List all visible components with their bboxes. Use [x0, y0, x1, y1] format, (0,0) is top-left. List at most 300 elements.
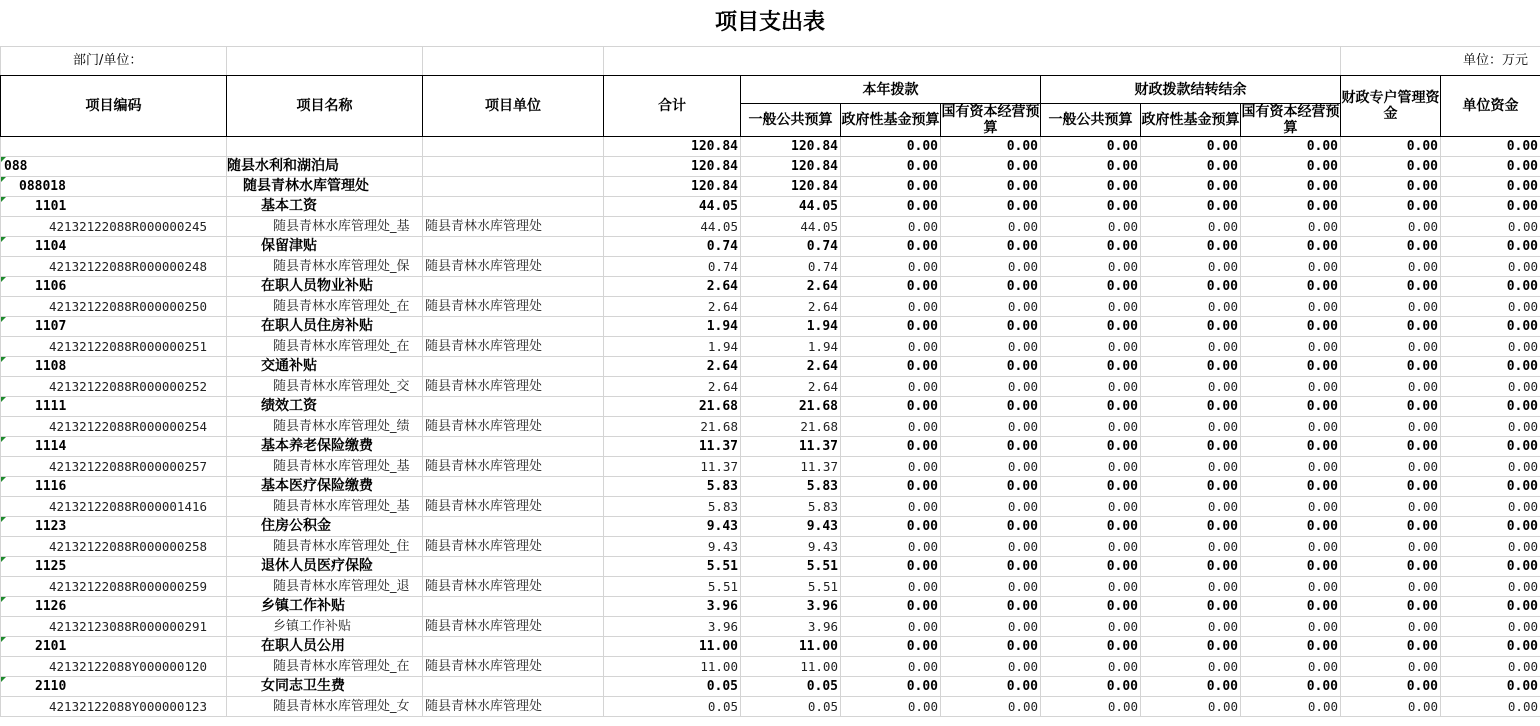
cell-value[interactable]: 0.00: [841, 357, 941, 377]
cell-value[interactable]: 0.00: [1341, 417, 1441, 437]
cell-value[interactable]: 0.00: [1441, 417, 1540, 437]
cell-value[interactable]: 0.00: [1241, 377, 1341, 397]
meta-cell[interactable]: [1241, 47, 1341, 76]
cell-value[interactable]: 0.00: [1041, 257, 1141, 277]
cell-value[interactable]: 3.96: [604, 617, 741, 637]
cell-unit[interactable]: 随县青林水库管理处: [423, 337, 604, 357]
cell-value[interactable]: 0.00: [1341, 157, 1441, 177]
cell-code[interactable]: [1, 537, 227, 557]
meta-cell[interactable]: [1041, 47, 1141, 76]
cell-value[interactable]: 120.84: [604, 157, 741, 177]
cell-value[interactable]: 0.00: [941, 637, 1041, 657]
cell-value[interactable]: 0.00: [1041, 537, 1141, 557]
cell-value[interactable]: 3.96: [741, 617, 841, 637]
cell-value[interactable]: 0.00: [941, 517, 1041, 537]
cell-value[interactable]: 0.00: [1441, 657, 1540, 677]
meta-cell[interactable]: [941, 47, 1041, 76]
cell-unit[interactable]: 随县青林水库管理处: [423, 297, 604, 317]
cell-value[interactable]: 0.00: [1341, 637, 1441, 657]
cell-unit[interactable]: 随县青林水库管理处: [423, 257, 604, 277]
cell-value[interactable]: 0.00: [1341, 297, 1441, 317]
cell-value[interactable]: 1.94: [741, 317, 841, 337]
cell-name[interactable]: 随县青林水库管理处_交: [227, 377, 423, 397]
cell-name[interactable]: 随县青林水库管理处_绩: [227, 417, 423, 437]
cell-unit[interactable]: [423, 397, 604, 417]
cell-value[interactable]: 0.00: [1341, 257, 1441, 277]
cell-value[interactable]: 0.00: [1241, 197, 1341, 217]
cell-value[interactable]: 5.51: [604, 577, 741, 597]
cell-value[interactable]: 120.84: [604, 137, 741, 157]
cell-value[interactable]: 0.00: [1041, 317, 1141, 337]
cell-value[interactable]: 0.00: [1141, 397, 1241, 417]
cell-value[interactable]: 11.37: [741, 437, 841, 457]
cell-value[interactable]: 0.00: [841, 377, 941, 397]
cell-value[interactable]: 0.00: [1041, 337, 1141, 357]
cell-name[interactable]: 随县青林水库管理处_在: [227, 337, 423, 357]
cell-value[interactable]: 0.00: [1141, 557, 1241, 577]
cell-code[interactable]: [1, 597, 227, 617]
cell-value[interactable]: 0.00: [1341, 657, 1441, 677]
cell-value[interactable]: 0.00: [941, 357, 1041, 377]
cell-value[interactable]: 11.37: [604, 437, 741, 457]
cell-name[interactable]: 在职人员物业补贴: [227, 277, 423, 297]
cell-value[interactable]: 0.00: [1241, 397, 1341, 417]
cell-code[interactable]: [1, 637, 227, 657]
cell-value[interactable]: 0.00: [1141, 677, 1241, 697]
cell-value[interactable]: 0.00: [841, 177, 941, 197]
cell-value[interactable]: 44.05: [604, 217, 741, 237]
cell-unit[interactable]: 随县青林水库管理处: [423, 577, 604, 597]
cell-value[interactable]: 0.00: [1141, 297, 1241, 317]
cell-code[interactable]: [1, 617, 227, 637]
cell-unit[interactable]: [423, 677, 604, 697]
cell-value[interactable]: 0.00: [1141, 217, 1241, 237]
cell-value[interactable]: 0.00: [1341, 177, 1441, 197]
cell-value[interactable]: 0.00: [1041, 297, 1141, 317]
cell-code[interactable]: [1, 377, 227, 397]
cell-value[interactable]: 0.00: [1141, 277, 1241, 297]
cell-unit[interactable]: 随县青林水库管理处: [423, 697, 604, 717]
cell-name[interactable]: 乡镇工作补贴: [227, 597, 423, 617]
cell-unit[interactable]: [423, 317, 604, 337]
cell-value[interactable]: 2.64: [604, 357, 741, 377]
cell-value[interactable]: 0.00: [841, 277, 941, 297]
cell-value[interactable]: 0.00: [1141, 457, 1241, 477]
cell-code[interactable]: [1, 157, 227, 177]
cell-unit[interactable]: [423, 157, 604, 177]
cell-name[interactable]: 基本医疗保险缴费: [227, 477, 423, 497]
cell-value[interactable]: 0.00: [1241, 657, 1341, 677]
cell-name[interactable]: 随县青林水库管理处_住: [227, 537, 423, 557]
cell-code[interactable]: [1, 257, 227, 277]
cell-value[interactable]: 0.00: [1341, 677, 1441, 697]
cell-value[interactable]: 0.00: [841, 317, 941, 337]
cell-value[interactable]: 11.00: [604, 637, 741, 657]
cell-code[interactable]: [1, 497, 227, 517]
cell-value[interactable]: 0.00: [1441, 317, 1540, 337]
cell-value[interactable]: 0.00: [941, 157, 1041, 177]
cell-value[interactable]: 0.00: [1341, 277, 1441, 297]
meta-cell[interactable]: [841, 47, 941, 76]
cell-value[interactable]: 0.74: [604, 237, 741, 257]
cell-value[interactable]: 0.00: [1041, 377, 1141, 397]
cell-value[interactable]: 0.00: [1041, 397, 1141, 417]
cell-value[interactable]: 0.00: [841, 477, 941, 497]
cell-value[interactable]: 0.00: [1141, 157, 1241, 177]
cell-value[interactable]: 0.00: [1341, 617, 1441, 637]
cell-value[interactable]: 0.00: [1341, 197, 1441, 217]
cell-value[interactable]: 0.00: [1441, 197, 1540, 217]
cell-value[interactable]: 0.00: [1241, 417, 1341, 437]
cell-code[interactable]: [1, 557, 227, 577]
cell-value[interactable]: 0.00: [1441, 537, 1540, 557]
cell-value[interactable]: 0.05: [741, 677, 841, 697]
cell-value[interactable]: 0.00: [1441, 377, 1540, 397]
meta-cell[interactable]: [604, 47, 741, 76]
cell-value[interactable]: 0.00: [1441, 437, 1540, 457]
cell-value[interactable]: 0.00: [841, 677, 941, 697]
cell-name[interactable]: [227, 137, 423, 157]
cell-name[interactable]: 随县青林水库管理处_退: [227, 577, 423, 597]
cell-value[interactable]: 0.00: [1141, 637, 1241, 657]
cell-value[interactable]: 0.00: [941, 197, 1041, 217]
cell-code[interactable]: [1, 397, 227, 417]
cell-value[interactable]: 3.96: [741, 597, 841, 617]
cell-code[interactable]: [1, 677, 227, 697]
cell-value[interactable]: 0.00: [1441, 697, 1540, 717]
cell-value[interactable]: 0.00: [1441, 397, 1540, 417]
cell-value[interactable]: 0.00: [1041, 477, 1141, 497]
cell-code[interactable]: [1, 457, 227, 477]
cell-value[interactable]: 0.00: [1041, 157, 1141, 177]
cell-code[interactable]: [1, 437, 227, 457]
cell-value[interactable]: 0.00: [1041, 697, 1141, 717]
cell-value[interactable]: 0.00: [1341, 577, 1441, 597]
cell-value[interactable]: 0.00: [1341, 537, 1441, 557]
cell-value[interactable]: 0.00: [1041, 557, 1141, 577]
cell-unit[interactable]: [423, 177, 604, 197]
cell-value[interactable]: 0.00: [1241, 257, 1341, 277]
cell-value[interactable]: 0.00: [841, 577, 941, 597]
cell-value[interactable]: 0.00: [1341, 517, 1441, 537]
cell-value[interactable]: 120.84: [741, 137, 841, 157]
cell-value[interactable]: 0.00: [941, 577, 1041, 597]
cell-value[interactable]: 0.00: [1041, 657, 1141, 677]
cell-value[interactable]: 5.51: [604, 557, 741, 577]
cell-value[interactable]: 0.00: [941, 597, 1041, 617]
cell-name[interactable]: 随县青林水库管理处_女: [227, 697, 423, 717]
cell-value[interactable]: 0.00: [1341, 477, 1441, 497]
cell-value[interactable]: 0.00: [1241, 177, 1341, 197]
cell-value[interactable]: 2.64: [741, 297, 841, 317]
cell-value[interactable]: 0.00: [1241, 217, 1341, 237]
cell-value[interactable]: 0.00: [1141, 337, 1241, 357]
cell-value[interactable]: 0.00: [1241, 557, 1341, 577]
cell-value[interactable]: 44.05: [741, 217, 841, 237]
cell-code[interactable]: [1, 417, 227, 437]
cell-value[interactable]: 0.00: [941, 277, 1041, 297]
cell-value[interactable]: 0.74: [741, 257, 841, 277]
cell-value[interactable]: 0.00: [1141, 497, 1241, 517]
cell-value[interactable]: 0.00: [1141, 437, 1241, 457]
cell-name[interactable]: 随县青林水库管理处_保: [227, 257, 423, 277]
cell-value[interactable]: 0.00: [941, 657, 1041, 677]
cell-value[interactable]: 0.00: [1041, 237, 1141, 257]
cell-unit[interactable]: [423, 477, 604, 497]
cell-value[interactable]: 5.83: [741, 477, 841, 497]
cell-value[interactable]: 0.00: [1241, 137, 1341, 157]
cell-value[interactable]: 0.00: [1441, 617, 1540, 637]
cell-name[interactable]: 随县青林水库管理处_基: [227, 497, 423, 517]
cell-value[interactable]: 0.00: [1441, 557, 1540, 577]
cell-value[interactable]: 0.00: [941, 417, 1041, 437]
cell-value[interactable]: 11.00: [741, 637, 841, 657]
cell-name[interactable]: 随县青林水库管理处_在: [227, 657, 423, 677]
cell-name[interactable]: 基本工资: [227, 197, 423, 217]
cell-value[interactable]: 0.00: [1341, 377, 1441, 397]
cell-value[interactable]: 0.00: [1241, 677, 1341, 697]
cell-value[interactable]: 0.00: [841, 637, 941, 657]
cell-value[interactable]: 0.00: [841, 397, 941, 417]
cell-unit[interactable]: 随县青林水库管理处: [423, 497, 604, 517]
cell-value[interactable]: 0.00: [1341, 497, 1441, 517]
cell-unit[interactable]: 随县青林水库管理处: [423, 417, 604, 437]
cell-code[interactable]: [1, 137, 227, 157]
cell-value[interactable]: 120.84: [604, 177, 741, 197]
meta-cell[interactable]: [423, 47, 604, 76]
cell-unit[interactable]: [423, 357, 604, 377]
cell-code[interactable]: [1, 577, 227, 597]
cell-value[interactable]: 0.00: [1241, 157, 1341, 177]
cell-value[interactable]: 21.68: [604, 417, 741, 437]
cell-value[interactable]: 0.00: [1041, 197, 1141, 217]
cell-value[interactable]: 11.37: [741, 457, 841, 477]
cell-value[interactable]: 0.00: [1241, 477, 1341, 497]
cell-value[interactable]: 0.00: [1241, 637, 1341, 657]
cell-value[interactable]: 0.00: [1241, 597, 1341, 617]
cell-name[interactable]: 在职人员住房补贴: [227, 317, 423, 337]
cell-name[interactable]: 住房公积金: [227, 517, 423, 537]
cell-value[interactable]: 0.00: [1141, 477, 1241, 497]
cell-name[interactable]: 乡镇工作补贴: [227, 617, 423, 637]
cell-value[interactable]: 0.00: [1341, 317, 1441, 337]
cell-value[interactable]: 0.00: [1141, 617, 1241, 637]
cell-value[interactable]: 0.00: [941, 397, 1041, 417]
cell-value[interactable]: 0.00: [841, 257, 941, 277]
cell-value[interactable]: 0.00: [1441, 517, 1540, 537]
cell-value[interactable]: 0.00: [941, 697, 1041, 717]
cell-code[interactable]: [1, 217, 227, 237]
cell-value[interactable]: 0.00: [1341, 217, 1441, 237]
cell-name[interactable]: 基本养老保险缴费: [227, 437, 423, 457]
cell-value[interactable]: 0.00: [1141, 197, 1241, 217]
cell-unit[interactable]: [423, 437, 604, 457]
cell-value[interactable]: 0.00: [941, 237, 1041, 257]
cell-value[interactable]: 0.00: [841, 497, 941, 517]
cell-value[interactable]: 0.00: [1041, 437, 1141, 457]
cell-value[interactable]: 0.00: [1241, 237, 1341, 257]
cell-value[interactable]: 0.00: [1441, 597, 1540, 617]
cell-name[interactable]: 随县青林水库管理处_基: [227, 217, 423, 237]
cell-value[interactable]: 0.00: [1441, 337, 1540, 357]
cell-value[interactable]: 9.43: [604, 537, 741, 557]
cell-value[interactable]: 11.00: [741, 657, 841, 677]
cell-value[interactable]: 0.00: [1041, 577, 1141, 597]
cell-name[interactable]: 退休人员医疗保险: [227, 557, 423, 577]
cell-value[interactable]: 2.64: [604, 377, 741, 397]
cell-value[interactable]: 0.00: [841, 597, 941, 617]
cell-name[interactable]: 随县青林水库管理处_在: [227, 297, 423, 317]
cell-value[interactable]: 0.00: [841, 537, 941, 557]
cell-value[interactable]: 2.64: [741, 357, 841, 377]
cell-value[interactable]: 0.00: [1441, 497, 1540, 517]
cell-value[interactable]: 0.00: [841, 417, 941, 437]
cell-value[interactable]: 0.00: [941, 217, 1041, 237]
cell-value[interactable]: 0.00: [841, 517, 941, 537]
cell-value[interactable]: 0.00: [1241, 537, 1341, 557]
cell-name[interactable]: 随县青林水库管理处_基: [227, 457, 423, 477]
cell-value[interactable]: 0.00: [1141, 177, 1241, 197]
cell-value[interactable]: 0.00: [1441, 237, 1540, 257]
cell-value[interactable]: 5.83: [604, 477, 741, 497]
cell-value[interactable]: 44.05: [604, 197, 741, 217]
cell-value[interactable]: 0.00: [1341, 457, 1441, 477]
cell-value[interactable]: 5.51: [741, 577, 841, 597]
cell-value[interactable]: 0.00: [1141, 257, 1241, 277]
cell-value[interactable]: 0.00: [841, 137, 941, 157]
cell-value[interactable]: 0.00: [1041, 177, 1141, 197]
cell-value[interactable]: 21.68: [741, 417, 841, 437]
cell-value[interactable]: 0.00: [941, 617, 1041, 637]
cell-value[interactable]: 0.00: [1141, 377, 1241, 397]
cell-value[interactable]: 0.00: [941, 557, 1041, 577]
cell-name[interactable]: 随县水利和湖泊局: [227, 157, 423, 177]
cell-value[interactable]: 0.00: [841, 157, 941, 177]
cell-value[interactable]: 0.00: [1041, 457, 1141, 477]
cell-value[interactable]: 0.00: [1141, 697, 1241, 717]
cell-value[interactable]: 0.00: [941, 537, 1041, 557]
cell-value[interactable]: 0.00: [941, 317, 1041, 337]
cell-value[interactable]: 0.00: [1141, 537, 1241, 557]
cell-unit[interactable]: [423, 197, 604, 217]
cell-code[interactable]: [1, 237, 227, 257]
cell-value[interactable]: 0.00: [1441, 477, 1540, 497]
cell-value[interactable]: 0.00: [941, 177, 1041, 197]
cell-value[interactable]: 0.74: [741, 237, 841, 257]
cell-value[interactable]: 2.64: [741, 277, 841, 297]
cell-name[interactable]: 女同志卫生费: [227, 677, 423, 697]
meta-cell[interactable]: [227, 47, 423, 76]
cell-value[interactable]: 0.00: [1041, 597, 1141, 617]
cell-unit[interactable]: [423, 557, 604, 577]
cell-unit[interactable]: [423, 637, 604, 657]
cell-code[interactable]: [1, 517, 227, 537]
cell-unit[interactable]: 随县青林水库管理处: [423, 457, 604, 477]
cell-value[interactable]: 2.64: [604, 277, 741, 297]
cell-value[interactable]: 0.00: [841, 437, 941, 457]
cell-unit[interactable]: 随县青林水库管理处: [423, 617, 604, 637]
cell-value[interactable]: 120.84: [741, 157, 841, 177]
cell-value[interactable]: 1.94: [604, 337, 741, 357]
cell-value[interactable]: 0.00: [1041, 677, 1141, 697]
cell-value[interactable]: 0.00: [941, 677, 1041, 697]
cell-value[interactable]: 0.00: [1141, 137, 1241, 157]
cell-value[interactable]: 0.00: [1341, 357, 1441, 377]
cell-code[interactable]: [1, 697, 227, 717]
cell-unit[interactable]: [423, 517, 604, 537]
cell-value[interactable]: 0.00: [1441, 177, 1540, 197]
meta-cell[interactable]: [741, 47, 841, 76]
cell-value[interactable]: 0.00: [841, 237, 941, 257]
cell-value[interactable]: 0.00: [1241, 497, 1341, 517]
cell-value[interactable]: 0.00: [841, 337, 941, 357]
cell-value[interactable]: 0.00: [1041, 217, 1141, 237]
cell-value[interactable]: 0.00: [1241, 297, 1341, 317]
cell-value[interactable]: 11.00: [604, 657, 741, 677]
cell-unit[interactable]: 随县青林水库管理处: [423, 377, 604, 397]
cell-unit[interactable]: [423, 137, 604, 157]
cell-value[interactable]: 0.00: [841, 197, 941, 217]
cell-value[interactable]: 0.00: [941, 337, 1041, 357]
cell-value[interactable]: 0.00: [841, 657, 941, 677]
cell-value[interactable]: 0.00: [1441, 217, 1540, 237]
cell-code[interactable]: [1, 357, 227, 377]
cell-value[interactable]: 0.00: [1341, 437, 1441, 457]
cell-value[interactable]: 11.37: [604, 457, 741, 477]
cell-value[interactable]: 0.00: [1241, 517, 1341, 537]
cell-code[interactable]: [1, 197, 227, 217]
cell-value[interactable]: 0.00: [941, 377, 1041, 397]
cell-value[interactable]: 0.00: [941, 257, 1041, 277]
cell-value[interactable]: 0.00: [1441, 137, 1540, 157]
cell-value[interactable]: 9.43: [741, 537, 841, 557]
cell-value[interactable]: 0.00: [1341, 697, 1441, 717]
cell-value[interactable]: 44.05: [741, 197, 841, 217]
cell-value[interactable]: 0.00: [1141, 657, 1241, 677]
cell-value[interactable]: 0.00: [841, 617, 941, 637]
cell-value[interactable]: 0.00: [1441, 357, 1540, 377]
cell-value[interactable]: 0.00: [941, 477, 1041, 497]
cell-value[interactable]: 0.00: [1441, 297, 1540, 317]
cell-value[interactable]: 0.00: [1241, 277, 1341, 297]
cell-value[interactable]: 2.64: [604, 297, 741, 317]
cell-code[interactable]: [1, 177, 227, 197]
cell-value[interactable]: 0.00: [1141, 517, 1241, 537]
cell-value[interactable]: 0.00: [1341, 597, 1441, 617]
cell-value[interactable]: 1.94: [741, 337, 841, 357]
cell-value[interactable]: 0.00: [1441, 157, 1540, 177]
cell-value[interactable]: 1.94: [604, 317, 741, 337]
cell-value[interactable]: 0.00: [1041, 137, 1141, 157]
cell-value[interactable]: 0.05: [741, 697, 841, 717]
cell-name[interactable]: 保留津贴: [227, 237, 423, 257]
cell-value[interactable]: 0.00: [1141, 317, 1241, 337]
cell-value[interactable]: 0.00: [1441, 677, 1540, 697]
meta-cell[interactable]: [1141, 47, 1241, 76]
cell-value[interactable]: 0.00: [1041, 357, 1141, 377]
cell-value[interactable]: 0.00: [1041, 417, 1141, 437]
cell-value[interactable]: 0.00: [1441, 257, 1540, 277]
cell-value[interactable]: 0.00: [1241, 577, 1341, 597]
cell-value[interactable]: 0.00: [1441, 637, 1540, 657]
cell-value[interactable]: 0.00: [841, 217, 941, 237]
cell-code[interactable]: [1, 297, 227, 317]
cell-value[interactable]: 120.84: [741, 177, 841, 197]
cell-value[interactable]: 0.00: [1041, 637, 1141, 657]
cell-unit[interactable]: 随县青林水库管理处: [423, 657, 604, 677]
cell-name[interactable]: 随县青林水库管理处: [227, 177, 423, 197]
cell-value[interactable]: 0.00: [1141, 237, 1241, 257]
